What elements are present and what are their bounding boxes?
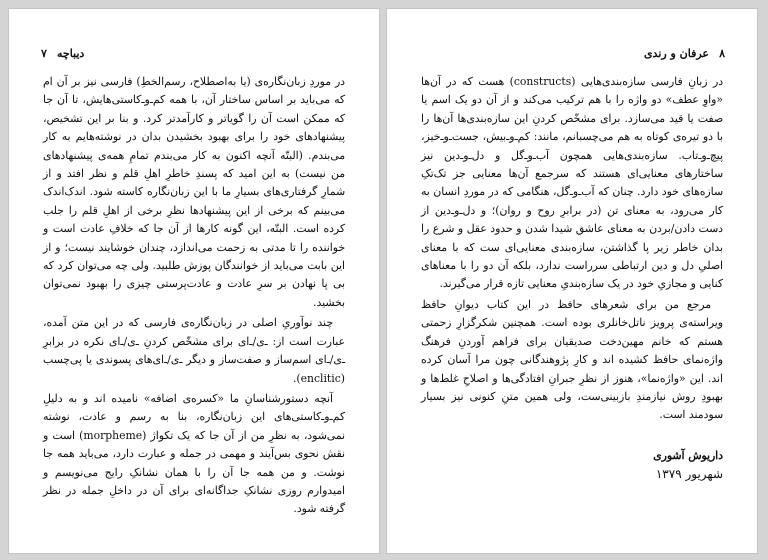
paragraph: مرجع من برای شعرهای حافظ در این کتاب دیوانِ حافظ ویراسته‌ی پرویز ناتل‌خانلری بوده است. همچنین شکرگزارِ زحمتی هستم که خانم مهین‌دخت صدیقیان برای فراهم آوردنِ فرهنگ واژه‌نمای حافظ کشیده اند و کارِ پژوهندگانی چون مرا آسان کرده اند. این «واژه‌نما»، هنوز از نظرِ جبرانِ افتادگی‌ها و اصلاحِ غلط‌ها و بهبودِ روش نیازمندِ بازبینی‌ست، ولی همین متنِ کنونی نیز بسیار سودمند است.	[421, 297, 723, 422]
page-body	[421, 73, 723, 484]
paragraph: در زبانِ فارسی سازه‌بندی‌هایی (constructs) هست که در آن‌ها «واوِ عطف» دو واژه را با هم ترکیب می‌کند و از آن دو یک اسم یا صفت یا قید می‌سازد. برای مشخّص کردنِ این سازه‌بندی‌ها آن‌ها را با دو تیره‌ی کوتاه به هم می‌چسبانم، مانند: کم‌ـ‌و‌ـ‌بیش، جست‌ـ‌و‌ـ‌خیز، پیچ‌ـ‌و‌ـ‌تاب. سازه‌بندی‌هایی همچون آب‌ـ‌و‌ـ‌گل و دل‌ـ‌و‌ـ‌دین نیز ساختارهای معنایی‌ای هستند که سرجمع آن‌ها معنایی جز تک‌تکِ سازه‌های خود دارد. چنان که آب‌ـ‌و‌ـ‌گل، هنگامی که در موردِ انسان به کار می‌رود، به معنای تن (در برابرِ روح و روان)؛ و دل‌ـ‌و‌ـ‌دین از دست دادن/بردن به معنای عاشق شیدا شدن و حدود عقل و شرع را بدان خاطر زیر پا گذاشتن، سازه‌بندی معنایی‌ای ست که با معنای اصلیِ دل و دین ارتباطی سرراست ندارد، بلکه آن دو را با معناهای کنایی و مجازیِ خود در یک سازه‌بندیِ معنایی تازه قرار می‌گیرند.	[421, 75, 723, 291]
running-title: عرفان و رندی	[643, 47, 709, 60]
signature-name: داریوش آشوری	[653, 448, 723, 462]
running-title: دیباچه	[57, 47, 85, 60]
signature-date: شهریور ۱۳۷۹	[655, 467, 723, 482]
signature	[421, 447, 723, 484]
right-page	[386, 8, 758, 554]
page-body	[43, 73, 345, 519]
page-number: ۷	[41, 47, 47, 60]
page-header	[41, 47, 347, 65]
paragraph: در موردِ زبان‌نگاره‌ی (یا به‌اصطلاح، رسم‌الخطِ) فارسی نیز بر آن ام که می‌باید بر اساس ساختار آن، با همه کم‌ـ‌و‌ـ‌کاستی‌هایش، تا آن جا که ممکن است آن را گویاتر و کارآمدتر کرد. و بنا بر این تشخیص، پیشنهادهای خود را برای بهبود بخشیدن بدان در نوشته‌هایم به کار می‌بندم. (البتّه آنچه اکنون به کار می‌بندم تمامِ همه‌ی پیشنهادهای من نیست) به این امید که پسندِ خاطرِ اهلِ قلم و نظر افتد و از شمارِ گرفتاری‌های بسیارِ ما با این زبان‌نگاره کاسته شود. اندک‌اندک می‌بینم که برخی از این پیشنهادها نظرِ برخی از اهلِ قلم را جلب کرده است. البتّه، این گونه کارها از آن جا که خلافِ عادت است و خواننده را تا مدتی به زحمت می‌اندازد، چندان خوشایند نیست؛ و از این بابت می‌باید از خوانندگان پوزش طلبید. ولی چه می‌توان کرد که بی پا نهادن بر سرِ عادت و عادت‌پرستی چیزی را بهبود نمی‌توان بخشید.	[43, 75, 345, 309]
paragraph: آنچه دستورشناسانِ ما «کسره‌ی اضافه» نامیده اند و به دلیلِ کم‌ـ‌و‌ـ‌کاستی‌های این زبان‌نگاره، بنا به رسم و عادت، نوشته نمی‌شود، به نظرِ من از آن جا که یک تکواژ (morpheme) است و نقش نحوی بس‌آیند و مهمی در جمله و عبارت دارد، می‌باید همه جا نوشت. و من همه جا آن را با همان نشانکِ رایج می‌نویسم و امیدوارم روزی نشانکِ جداگانه‌ای برای آن در داخلِ جمله در نظر گرفته شود.	[43, 391, 345, 516]
left-page	[8, 8, 380, 554]
page-header	[419, 47, 725, 65]
paragraph: چند نوآوریِ اصلی در زبان‌نگاره‌ی فارسی که در این متن آمده، عبارت است از: ـ‌ی/ـ‌ای برای مشخّص کردنِ ـ‌ی/ـ‌ای نکره در برابرِ ـ‌ی/ـ‌ای اسم‌ساز و صفت‌ساز و دیگر ـ‌ی/ـ‌ای‌های پسوندی یا پی‌چسب (enclitic).	[43, 316, 345, 385]
page-number: ۸	[719, 47, 725, 60]
